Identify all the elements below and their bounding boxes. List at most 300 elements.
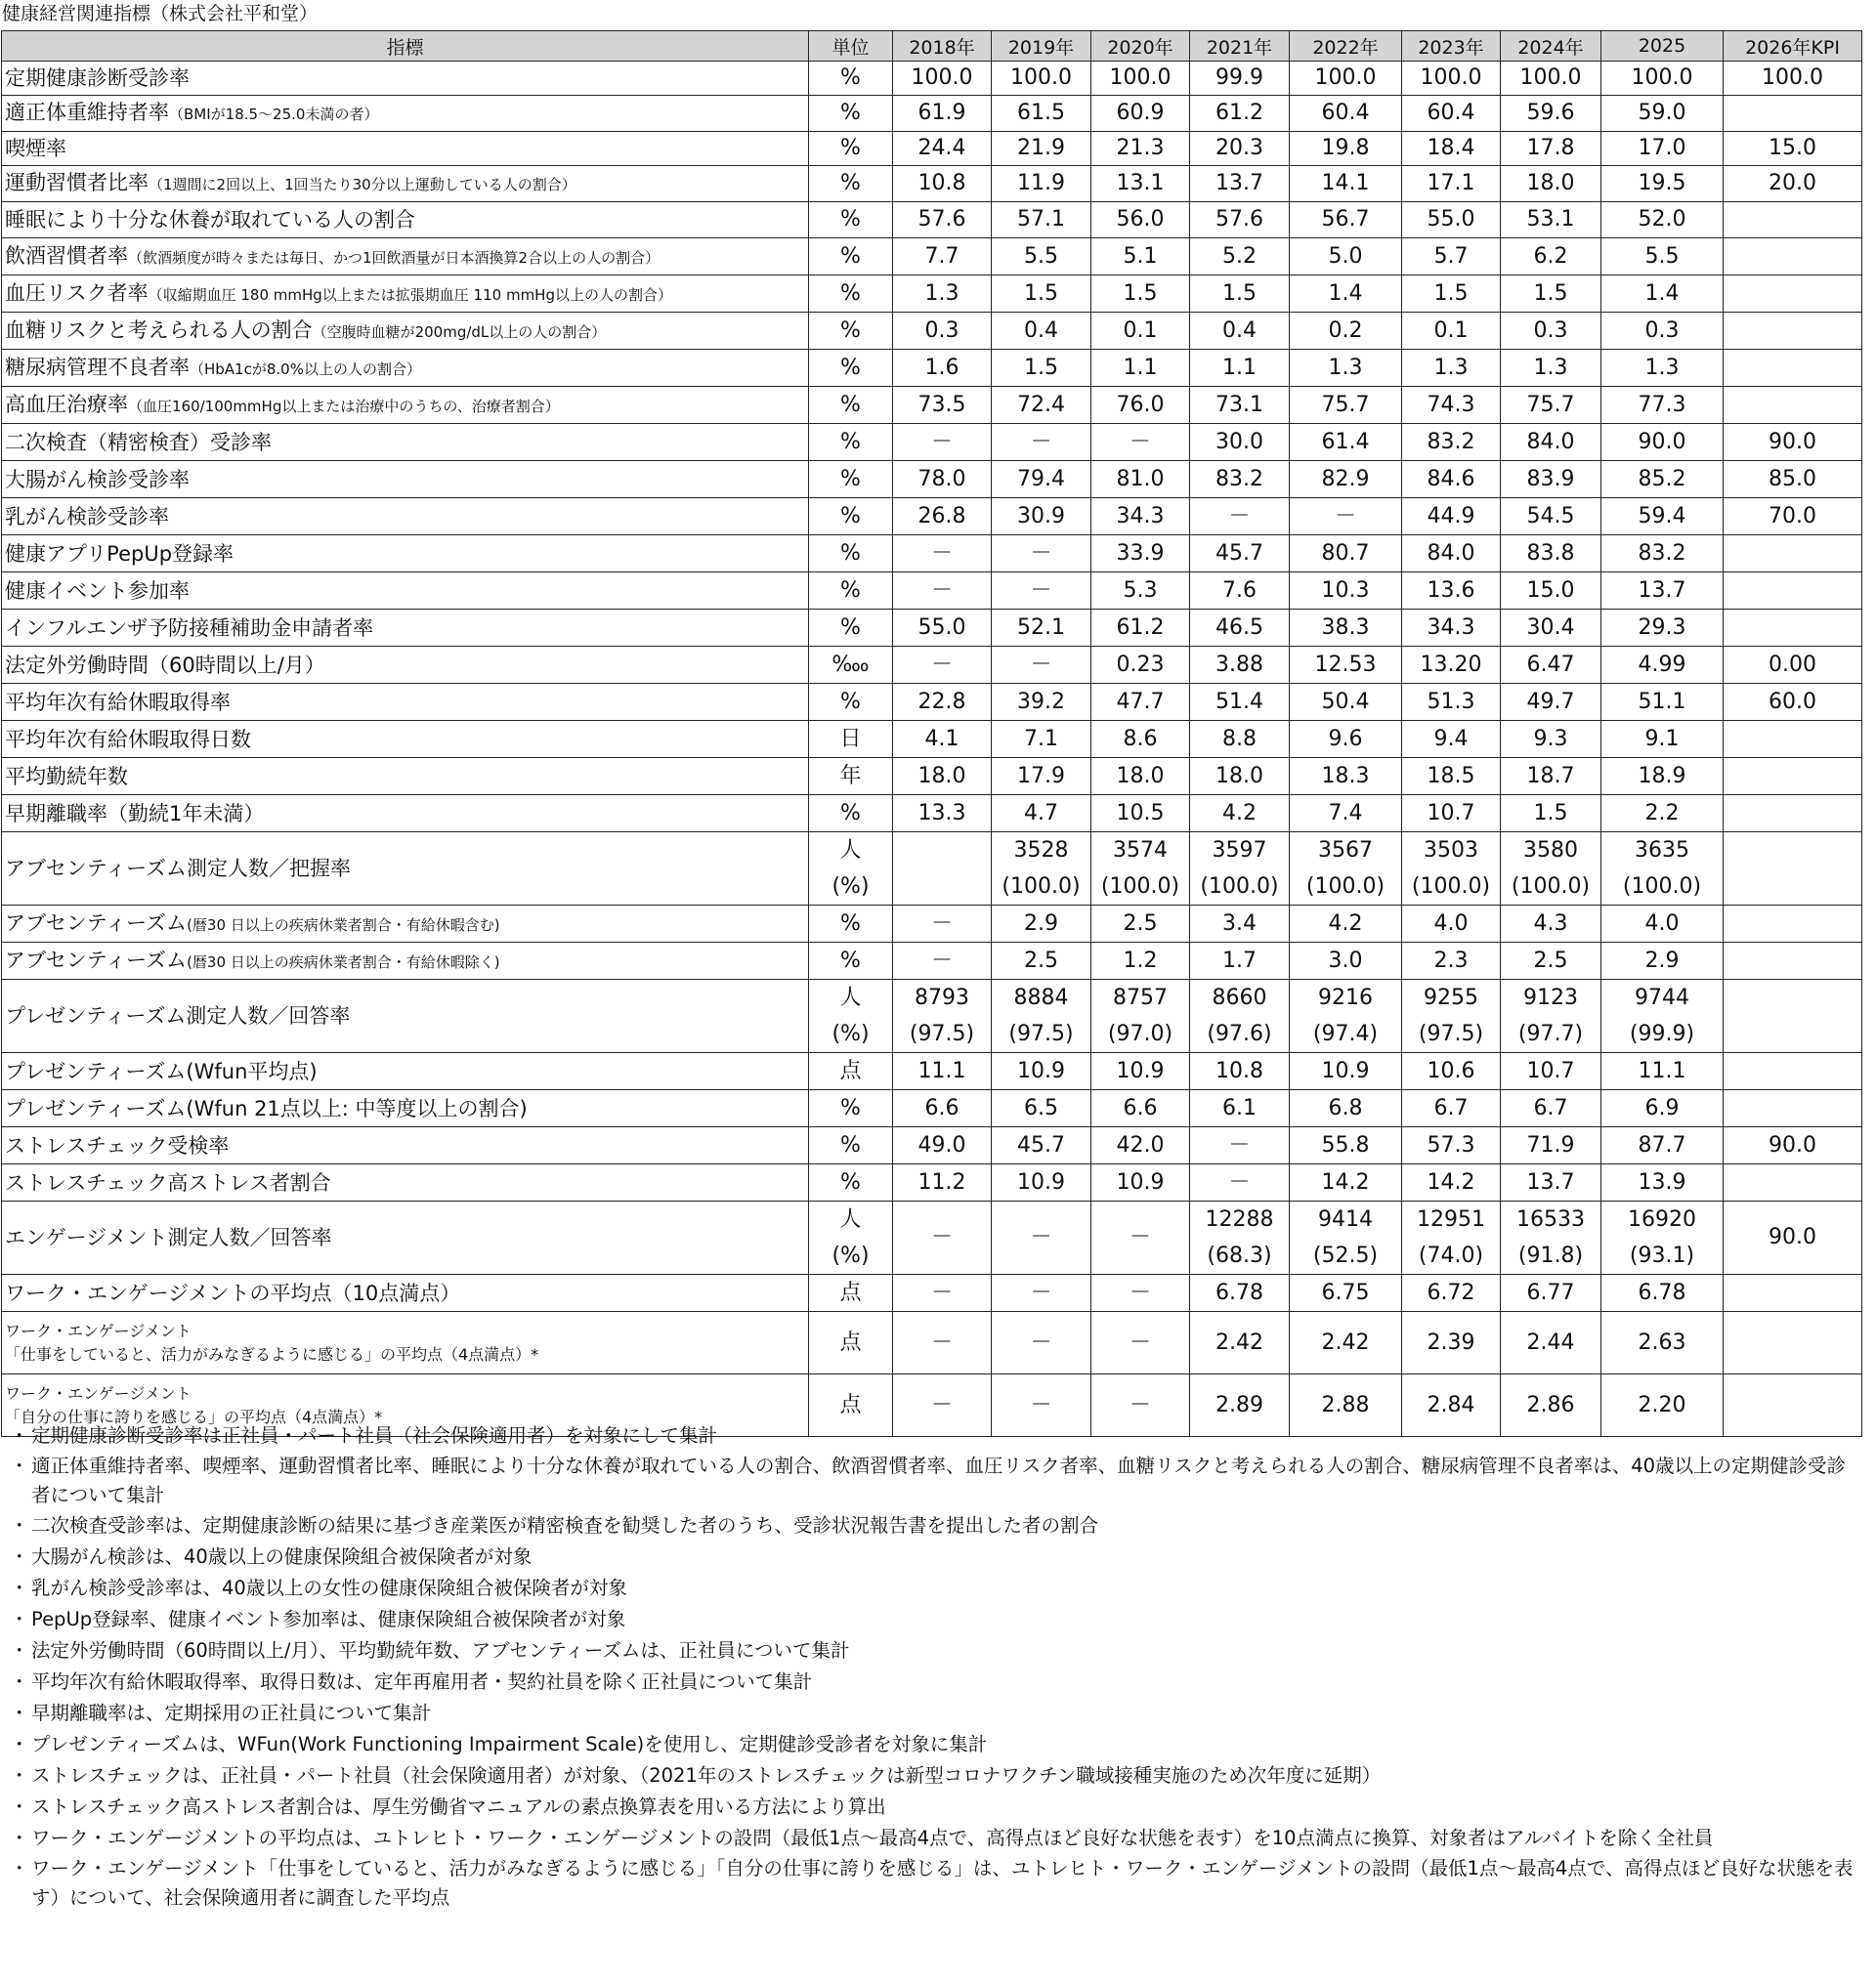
value-cell: 83.9 [1501,461,1601,498]
value-cell: 33.9 [1091,535,1190,572]
value-cell: 5.3 [1091,572,1190,610]
indicator-label-cell [2,906,809,943]
value-cell: 34.3 [1402,610,1501,647]
table-row [2,535,1862,572]
value-cell: 1.5 [1091,275,1190,313]
indicator-label-cell [2,647,809,684]
value-cell: 15.0 [1724,132,1862,166]
value-cell: 39.2 [992,684,1091,721]
header-cell: 2019年 [992,31,1091,62]
value-cell: 59.6 [1501,96,1601,132]
value-cell [1724,96,1862,132]
value-cell: 2.89 [1190,1374,1290,1437]
value-rate: (100.0) [1411,874,1491,899]
value-cell: 17.1 [1402,166,1501,202]
value-cell [1601,1202,1724,1275]
value-cell [1190,832,1290,906]
table-row [2,572,1862,610]
value-cell: 75.7 [1501,387,1601,424]
unit-cell: % [809,906,893,943]
value-count: 12951 [1417,1207,1485,1232]
indicator-label: 平均勤続年数 [5,764,128,788]
unit-cell: % [809,461,893,498]
unit-cell: 点 [809,1275,893,1312]
indicator-label: 大腸がん検診受診率 [5,467,190,491]
footnote-item [6,1729,1862,1760]
value-cell: 13.3 [893,795,992,832]
value-cell: － [992,1312,1091,1374]
footnote-text: PepUp登録率、健康イベント参加率は、健康保険組合被保険者が対象 [31,1608,626,1630]
indicator-note: （飲酒頻度が時々または毎日、かつ1回飲酒量が日本酒換算2合以上の人の割合） [128,248,661,267]
table-row [2,943,1862,980]
value-cell: 60.9 [1091,96,1190,132]
value-cell: 10.8 [893,166,992,202]
value-cell: 12.53 [1290,647,1402,684]
indicator-label: プレゼンティーズム(Wfun平均点) [5,1059,318,1083]
value-cell: 74.3 [1402,387,1501,424]
value-cell: 5.2 [1190,238,1290,275]
unit-cell: % [809,132,893,166]
value-cell: 5.7 [1402,238,1501,275]
value-cell: 1.5 [1501,795,1601,832]
footnote-item [6,1542,1862,1573]
value-cell: 18.3 [1290,758,1402,795]
value-rate: (97.7) [1517,1022,1584,1046]
bullet: ・ [10,1424,29,1447]
unit-cell: ‱ [809,647,893,684]
indicator-label: 乳がん検診受診率 [5,504,169,528]
value-cell: 44.9 [1402,498,1501,535]
value-cell: 2.42 [1290,1312,1402,1374]
value-cell [1501,980,1601,1053]
value-cell: － [893,1374,992,1437]
value-cell: 18.0 [1501,166,1601,202]
unit-cell: % [809,498,893,535]
value-cell: 0.4 [1190,313,1290,350]
unit-cell: % [809,202,893,238]
value-cell: 5.1 [1091,238,1190,275]
table-row [2,684,1862,721]
value-count: 16920 [1628,1207,1696,1232]
table-row [2,424,1862,461]
value-cell: 52.0 [1601,202,1724,238]
value-cell: 14.2 [1290,1164,1402,1202]
indicator-label: ワーク・エンゲージメント [5,1321,192,1340]
value-cell: 100.0 [1290,62,1402,96]
header-cell: 2020年 [1091,31,1190,62]
indicator-label-cell [2,721,809,758]
value-count: 12288 [1205,1207,1274,1232]
value-rate: (100.0) [1622,874,1702,899]
value-rate: (52.5) [1312,1244,1379,1268]
value-cell [893,980,992,1053]
indicator-label-cell [2,238,809,275]
footnote-item [6,1823,1862,1854]
indicator-label: アブセンティーズム [5,948,188,972]
value-cell: 5.5 [1601,238,1724,275]
unit-cell: % [809,387,893,424]
value-cell: 5.5 [992,238,1091,275]
value-cell: 100.0 [1724,62,1862,96]
value-rate: (100.0) [1100,874,1180,899]
indicator-label-cell [2,684,809,721]
unit-cell: % [809,350,893,387]
header-cell: 2025 [1601,31,1724,62]
value-cell: 9.6 [1290,721,1402,758]
indicator-label-cell [2,758,809,795]
indicator-label-cell [2,535,809,572]
value-cell: 7.1 [992,721,1091,758]
value-count: 3635 [1635,838,1689,863]
footnote-text: 適正体重維持者率、喫煙率、運動習慣者比率、睡眠により十分な休養が取れている人の割合、飲酒習慣者率、血圧リスク者率、血糖リスクと考えられる人の割合、糖尿病管理不良者率は、40歳以上の定期健診受診者について集計 [31,1455,1847,1506]
value-cell: 100.0 [893,62,992,96]
footnote-item [6,1698,1862,1729]
indicator-note: (暦30 日以上の疾病休業者割合・有給休暇含む) [187,915,500,934]
table-row [2,721,1862,758]
value-cell: 54.5 [1501,498,1601,535]
value-cell: 82.9 [1290,461,1402,498]
header-cell: 単位 [809,31,893,62]
value-cell: 4.1 [893,721,992,758]
value-cell [1724,387,1862,424]
value-cell: 83.8 [1501,535,1601,572]
value-cell: 61.5 [992,96,1091,132]
value-cell: 10.9 [992,1164,1091,1202]
value-cell: 1.4 [1290,275,1402,313]
value-cell [1724,721,1862,758]
unit-cell: % [809,1090,893,1127]
bullet: ・ [10,1639,29,1662]
value-cell: 42.0 [1091,1127,1190,1164]
value-cell: － [1190,1127,1290,1164]
table-row [2,350,1862,387]
value-cell: 61.4 [1290,424,1402,461]
indicator-label: 適正体重維持者率 [5,101,169,124]
value-count: 8793 [915,986,969,1010]
value-cell: － [992,1202,1091,1275]
table-row [2,461,1862,498]
table-row [2,1053,1862,1090]
value-cell [992,832,1091,906]
value-cell [1402,832,1501,906]
value-cell: 3.0 [1290,943,1402,980]
footnote-text: 定期健康診断受診率は正社員・パート社員（社会保険適用者）を対象にして集計 [31,1424,718,1447]
indicator-label-cell [2,424,809,461]
unit-line: (%) [831,874,870,899]
unit-cell: % [809,943,893,980]
unit-cell: % [809,1164,893,1202]
indicator-label-cell [2,1312,809,1374]
value-cell: 4.3 [1501,906,1601,943]
value-cell [1724,795,1862,832]
indicator-label-cell [2,498,809,535]
value-cell [1190,980,1290,1053]
value-cell: 13.7 [1190,166,1290,202]
value-cell: 61.2 [1190,96,1290,132]
indicator-label-cell [2,1202,809,1275]
value-cell: 18.0 [1091,758,1190,795]
footnote-text: 平均年次有給休暇取得率、取得日数は、定年再雇用者・契約社員を除く正社員について集計 [31,1670,813,1693]
value-count: 16533 [1516,1207,1585,1232]
value-cell: 1.3 [1290,350,1402,387]
unit-cell: % [809,96,893,132]
indicator-label: 血圧リスク者率 [5,280,149,305]
value-cell: 6.47 [1501,647,1601,684]
indicator-label-cell [2,132,809,166]
value-cell: 79.4 [992,461,1091,498]
value-cell: － [893,1202,992,1275]
footnote-item [6,1792,1862,1823]
unit-cell [809,980,893,1053]
unit-cell: % [809,795,893,832]
value-cell [1724,1164,1862,1202]
value-cell: 100.0 [992,62,1091,96]
value-cell: － [1091,424,1190,461]
value-cell: 70.0 [1724,498,1862,535]
indicator-label-cell [2,96,809,132]
indicator-label-cell [2,387,809,424]
value-cell [1501,832,1601,906]
unit-cell: % [809,1127,893,1164]
indicator-label: アブセンティーズム測定人数／把握率 [5,857,352,880]
value-cell: 78.0 [893,461,992,498]
header-cell: 2022年 [1290,31,1402,62]
value-cell: － [1190,498,1290,535]
value-cell: 52.1 [992,610,1091,647]
indicator-label: 平均年次有給休暇取得日数 [5,727,251,751]
indicator-label: 二次検査（精密検査）受診率 [5,430,272,454]
value-cell: － [893,1312,992,1374]
value-cell: 57.6 [1190,202,1290,238]
bullet: ・ [10,1857,29,1879]
value-cell: 13.9 [1601,1164,1724,1202]
indicator-label: 定期健康診断受診率 [5,66,190,90]
indicator-note: (暦30 日以上の疾病休業者割合・有給休暇除く) [187,952,500,971]
value-cell: 6.6 [1091,1090,1190,1127]
value-cell: 0.00 [1724,647,1862,684]
indicator-note: （HbA1cが8.0%以上の人の割合） [190,359,421,378]
table-row [2,132,1862,166]
value-cell: 6.78 [1190,1275,1290,1312]
table-row [2,96,1862,132]
header-cell: 2018年 [893,31,992,62]
value-cell: 11.1 [1601,1053,1724,1090]
indicator-note: （BMIが18.5～25.0未満の者） [169,106,379,123]
value-cell: 1.3 [893,275,992,313]
value-rate: (97.5) [1418,1022,1484,1046]
value-cell: 2.20 [1601,1374,1724,1437]
table-row [2,387,1862,424]
footnote-text: ストレスチェック高ストレス者割合は、厚生労働省マニュアルの素点換算表を用いる方法により算出 [31,1795,886,1818]
indicator-label-cell [2,166,809,202]
value-cell: 57.6 [893,202,992,238]
unit-cell: % [809,610,893,647]
unit-cell: % [809,275,893,313]
value-cell [1601,832,1724,906]
indicator-label-cell [2,1127,809,1164]
value-cell: 10.9 [1290,1053,1402,1090]
indicator-label: 健康アプリPepUp登録率 [5,541,234,566]
indicator-label-cell [2,832,809,906]
value-cell [1501,1202,1601,1275]
indicator-note: （収縮期血圧 180 mmHg以上または拡張期血圧 110 mmHg以上の人の割合） [148,285,672,304]
value-cell: － [992,424,1091,461]
value-rate: (68.3) [1207,1244,1272,1268]
value-cell: 10.9 [1091,1164,1190,1202]
indicator-label-cell [2,62,809,96]
kpi-cell [1724,832,1862,906]
indicator-label: ストレスチェック高ストレス者割合 [5,1170,331,1195]
value-cell: 1.2 [1091,943,1190,980]
value-count: 8884 [1013,986,1069,1010]
value-cell [1724,906,1862,943]
indicator-label-cell [2,202,809,238]
indicator-label-cell [2,350,809,387]
indicator-label: 血糖リスクと考えられる人の割合 [5,317,313,342]
value-cell [1724,1312,1862,1374]
value-cell: 2.9 [1601,943,1724,980]
value-cell: 73.5 [893,387,992,424]
value-cell: 2.63 [1601,1312,1724,1374]
bullet: ・ [10,1670,29,1693]
value-count: 8757 [1113,986,1168,1010]
unit-cell: 日 [809,721,893,758]
indicator-label: ワーク・エンゲージメント [5,1383,192,1403]
value-count: 3528 [1013,838,1069,863]
value-cell [992,980,1091,1053]
value-cell: 46.5 [1190,610,1290,647]
value-cell [1290,832,1402,906]
indicator-label-cell [2,461,809,498]
value-cell: 45.7 [992,1127,1091,1164]
footnote-item [6,1420,1862,1452]
health-indicator-table [1,30,1862,1437]
table-row [2,62,1862,96]
value-cell [1290,1202,1402,1275]
bullet: ・ [10,1608,29,1630]
value-cell [1724,1275,1862,1312]
value-cell [1724,202,1862,238]
value-count: 3574 [1113,838,1168,863]
value-cell: 1.6 [893,350,992,387]
value-cell [1091,980,1190,1053]
value-cell: 1.5 [992,350,1091,387]
value-cell: － [1091,1275,1190,1312]
value-rate: (100.0) [1511,874,1591,899]
value-rate: (100.0) [1305,874,1386,899]
value-cell: 9.1 [1601,721,1724,758]
value-cell: 7.7 [893,238,992,275]
indicator-label: 法定外労働時間（60時間以上/月） [5,653,325,677]
indicator-label: 運動習慣者比率 [5,171,149,194]
value-cell: 80.7 [1290,535,1402,572]
value-cell [1724,350,1862,387]
value-cell: － [992,1275,1091,1312]
value-cell: 3.88 [1190,647,1290,684]
value-count: 9414 [1318,1207,1373,1232]
table-row [2,795,1862,832]
footnote-text: ストレスチェックは、正社員・パート社員（社会保険適用者）が対象、（2021年のストレスチェックは新型コロナワクチン職域接種実施のため次年度に延期） [31,1764,1382,1787]
value-rate: (91.8) [1517,1244,1584,1268]
header-cell: 2026年KPI [1724,31,1862,62]
value-cell [1724,572,1862,610]
value-cell: 6.1 [1190,1090,1290,1127]
value-cell: 0.3 [1601,313,1724,350]
value-cell: － [992,647,1091,684]
value-cell: 81.0 [1091,461,1190,498]
value-cell: 0.23 [1091,647,1190,684]
value-cell: 9.4 [1402,721,1501,758]
value-cell: 55.0 [1402,202,1501,238]
value-cell: 15.0 [1501,572,1601,610]
value-cell: 17.9 [992,758,1091,795]
value-cell: 1.5 [1190,275,1290,313]
header-cell: 2024年 [1501,31,1601,62]
value-cell: － [893,647,992,684]
value-cell: 84.0 [1402,535,1501,572]
value-count: 9216 [1318,986,1373,1010]
footnote-text: ワーク・エンゲージメント「仕事をしていると、活力がみなぎるように感じる」「自分の仕事に誇りを感じる」は、ユトレヒト・ワーク・エンゲージメントの設問（最低1点～最高4点で、高得点ほど良好な状態を表す）について、社会保険適用者に調査した平均点 [31,1857,1854,1909]
indicator-label-cell [2,1275,809,1312]
table-row [2,1275,1862,1312]
value-cell: 13.7 [1601,572,1724,610]
value-cell: 24.4 [893,132,992,166]
table-row [2,647,1862,684]
value-cell: 61.2 [1091,610,1190,647]
value-cell: 75.7 [1290,387,1402,424]
value-cell: 59.4 [1601,498,1724,535]
value-cell: 19.5 [1601,166,1724,202]
value-cell: － [992,535,1091,572]
header-cell: 2021年 [1190,31,1290,62]
value-cell: － [1290,498,1402,535]
value-cell: 5.0 [1290,238,1402,275]
value-count: 9123 [1523,986,1578,1010]
indicator-label: 高血圧治療率 [5,392,128,416]
value-cell: 77.3 [1601,387,1724,424]
value-cell: 4.0 [1402,906,1501,943]
unit-cell [809,832,893,906]
value-cell: － [893,424,992,461]
value-cell [1724,943,1862,980]
footnote-item [6,1604,1862,1635]
unit-cell: % [809,684,893,721]
value-cell: 14.1 [1290,166,1402,202]
value-cell: 6.9 [1601,1090,1724,1127]
indicator-label: 健康イベント参加率 [5,578,190,603]
value-rate: (100.0) [1002,874,1081,899]
footnote-text: 二次検査受診率は、定期健康診断の結果に基づき産業医が精密検査を勧奨した者のうち、受診状況報告書を提出した者の割合 [31,1514,1099,1537]
value-cell: 0.3 [1501,313,1601,350]
value-cell: 0.4 [992,313,1091,350]
value-cell: 55.0 [893,610,992,647]
unit-cell: 年 [809,758,893,795]
value-cell: 17.0 [1601,132,1724,166]
indicator-note: （空腹時血糖が200mg/dL以上の人の割合） [312,322,607,341]
value-cell: 60.0 [1724,684,1862,721]
value-cell: 3.4 [1190,906,1290,943]
value-cell: 6.7 [1501,1090,1601,1127]
value-cell: 18.9 [1601,758,1724,795]
value-cell: 18.0 [1190,758,1290,795]
value-cell: 2.2 [1601,795,1724,832]
value-cell: 1.1 [1190,350,1290,387]
value-cell: 51.4 [1190,684,1290,721]
value-count: 8660 [1212,986,1267,1010]
indicator-label-cell [2,1090,809,1127]
indicator-label-cell [2,980,809,1053]
value-cell [1724,1090,1862,1127]
